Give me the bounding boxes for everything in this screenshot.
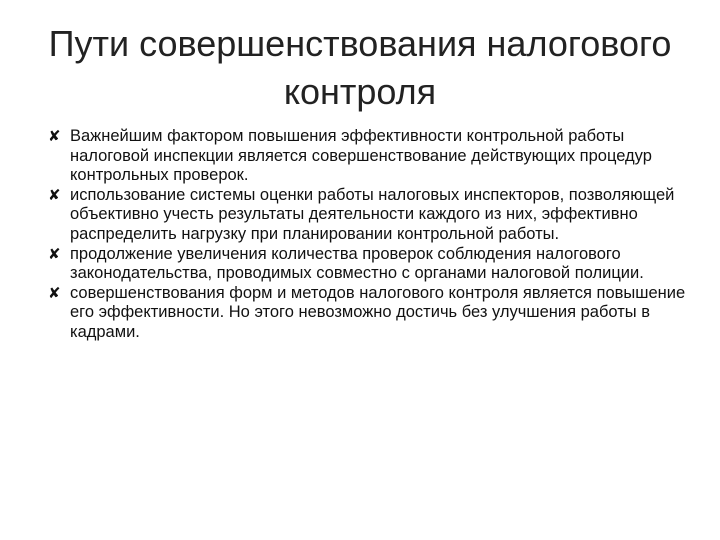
bullet-item-1 <box>48 127 698 186</box>
x-mark-icon: ✘ <box>48 284 61 302</box>
x-mark-icon: ✘ <box>48 128 61 145</box>
slide-title-line-1: Пути совершенствования налогового <box>48 23 672 64</box>
slide-title-line-2: контроля <box>283 71 437 112</box>
bullet-text-3: продолжение увеличения количества проверок соблюдения налогового законодательства, проводимых совместно с органами налоговой полиции. <box>70 244 644 283</box>
x-mark-icon: ✘ <box>48 186 61 204</box>
bullet-text-1: Важнейшим фактором повышения эффективности контрольной работы налоговой инспекции является совершенствование действующих процедур контрольных проверок. <box>70 127 652 185</box>
bullet-item-3 <box>48 245 698 284</box>
slide-title <box>30 20 690 116</box>
bullet-item-2 <box>48 186 698 245</box>
bullet-text-2: использование системы оценки работы налоговых инспекторов, позволяющей объективно учесть результаты деятельности каждого из них, эффективно распределить нагрузку при планировании контрольной работы. <box>70 185 675 243</box>
bullet-text-4: совершенствования форм и методов налогового контроля является повышение его эффективности. Но этого невозможно достичь без улучшения работы в кадрами. <box>70 283 686 341</box>
bullet-item-4 <box>48 284 698 343</box>
x-mark-icon: ✘ <box>48 245 61 263</box>
bullet-list <box>48 127 698 343</box>
